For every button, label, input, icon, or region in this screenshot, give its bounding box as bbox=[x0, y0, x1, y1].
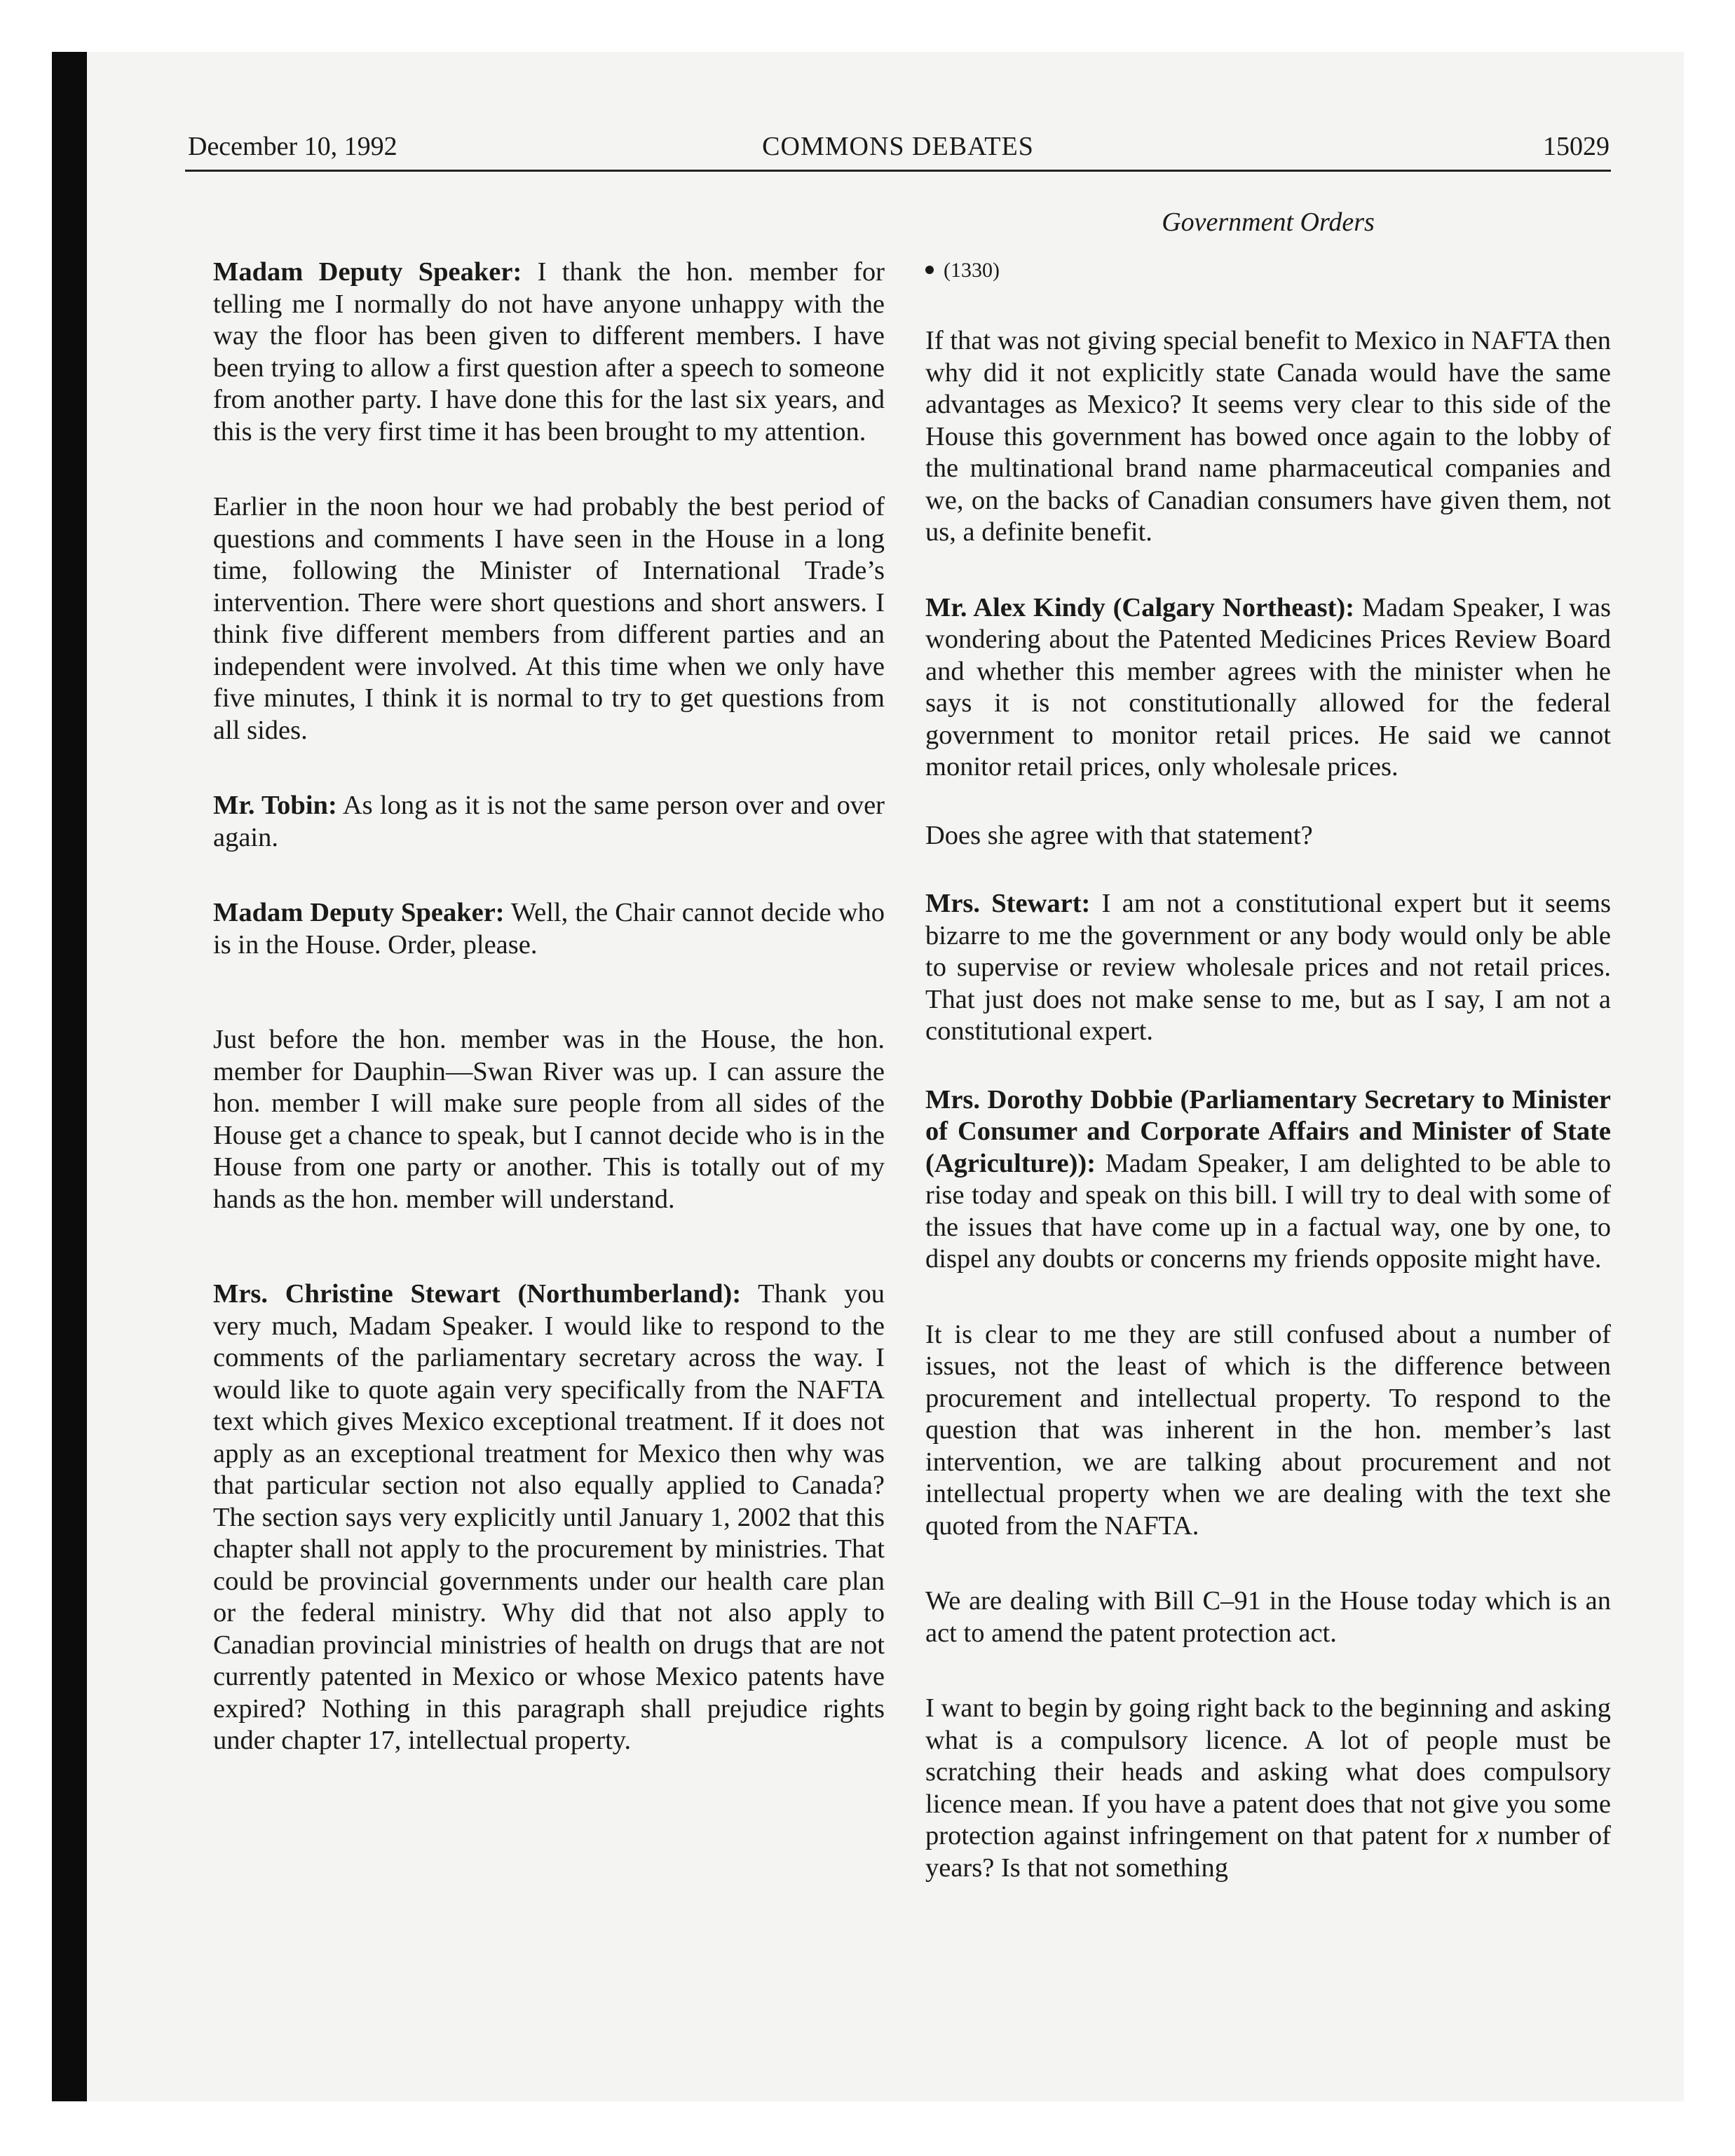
speaker-name: Mr. Tobin: bbox=[213, 791, 337, 820]
paragraph-text: Thank you very much, Madam Speaker. I would like to respond to the comments of the parliamentary secretary across the way. I would like to quote again very specifically from the NAFTA text which gives Mexico exceptional treatment. If it does not apply as an exceptional treatment for Mexico then why was that particular section not also equally applied to Canada? The section says very explicitly until January 1, 2002 that this chapter shall not apply to the procurement by ministries. That could be provincial governments under our health care plan or the federal ministry. Why did that not also apply to Canadian provincial ministries of health on drugs that are not currently patented in Mexico or whose Mexico patents have expired? Nothing in this paragraph shall prejudice rights under chapter 17, intellectual property. bbox=[213, 1279, 885, 1755]
paragraph-text: Earlier in the noon hour we had probably the best period of questions and comments I have seen in the House in a long time, following the Minister of International Trade’s intervention. There were short questions and short answers. I think five different members from different parties and an independent were involved. At this time when we only have five minutes, I think it is normal to try to get questions from all sides. bbox=[213, 492, 885, 745]
paragraph-text: I am not a constitutional expert but it seems bizarre to me the government or any body would only be able to supervise or review wholesale prices and not retail prices. That just does not make sense to me, but as I say, I am not a constitutional expert. bbox=[925, 889, 1611, 1046]
paragraph bbox=[213, 257, 885, 448]
paragraph bbox=[925, 1319, 1611, 1543]
paragraph bbox=[925, 888, 1611, 1048]
paragraph bbox=[213, 1278, 885, 1757]
time-marker-text: (1330) bbox=[944, 259, 1000, 282]
bullet-icon bbox=[925, 266, 934, 274]
paragraph-text: Madam Speaker, I am delighted to be able to rise today and speak on this bill. I will try to deal with some of the issues that have come up in a factual way, one by one, to dispel any doubts or concerns my friends opposite might have. bbox=[925, 1148, 1611, 1274]
paragraph bbox=[213, 491, 885, 746]
header-page-number: 15029 bbox=[1543, 132, 1610, 161]
paragraph-text: We are dealing with Bill C–91 in the House today which is an act to amend the patent protection act. bbox=[925, 1586, 1611, 1648]
paragraph-text: Well, the Chair cannot decide who is in the House. Order, please. bbox=[213, 898, 885, 960]
header-title: COMMONS DEBATES bbox=[762, 132, 1034, 161]
time-marker bbox=[925, 257, 1611, 285]
paragraph-text: Does she agree with that statement? bbox=[925, 820, 1313, 850]
right-column bbox=[925, 257, 1611, 1920]
paragraph-text: It is clear to me they are still confused about a number of issues, not the least of which is the difference between procurement and intellectual property. To respond to the question that was inherent in the hon. member’s last intervention, we are talking about procurement and not intellectual property when we are dealing with the text she quoted from the NAFTA. bbox=[925, 1319, 1611, 1541]
paragraph bbox=[925, 325, 1611, 549]
paragraph bbox=[925, 592, 1611, 784]
paragraph-text: I thank the hon. member for telling me I normally do not have anyone unhappy with the way the floor has been given to different members. I have been trying to allow a first question after a speech to someone from another party. I have done this for the last six years, and this is the very first time it has been brought to my attention. bbox=[213, 257, 885, 446]
paragraph bbox=[925, 1693, 1611, 1884]
paragraph bbox=[925, 1084, 1611, 1276]
paragraph-text: number of years? Is that not something bbox=[925, 1821, 1611, 1883]
header-rule bbox=[185, 170, 1611, 172]
paragraph-text: If that was not giving special benefit to Mexico in NAFTA then why did it not explicitly state Canada would have the same advantages as Mexico? It seems very clear to this side of the House this government has bowed once again to the lobby of the multinational brand name pharmaceutical companies and we, on the backs of Canadian consumers have given them, not us, a definite benefit. bbox=[925, 326, 1611, 547]
paragraph bbox=[213, 897, 885, 961]
paragraph-text: I want to begin by going right back to the beginning and asking what is a compulsory licence. A lot of people must be scratching their heads and asking what does compulsory licence mean. If you have a patent does that not give you some protection against infringement on that patent for bbox=[925, 1693, 1611, 1850]
left-column bbox=[213, 257, 885, 1794]
running-header bbox=[185, 125, 1611, 168]
scan-edge-shadow bbox=[52, 52, 87, 2101]
paragraph bbox=[925, 820, 1611, 852]
paragraph bbox=[213, 790, 885, 854]
paragraph bbox=[925, 1585, 1611, 1649]
speaker-name: Madam Deputy Speaker: bbox=[213, 898, 505, 927]
paragraph-text: Just before the hon. member was in the House, the hon. member for Dauphin—Swan River was up. I can assure the hon. member I will make sure people from all sides of the House get a chance to speak, but I cannot decide who is in the House from one party or another. This is totally out of my hands as the hon. member will understand. bbox=[213, 1025, 885, 1214]
header-date: December 10, 1992 bbox=[188, 132, 397, 161]
section-heading: Government Orders bbox=[1162, 207, 1375, 237]
speaker-name: Mr. Alex Kindy (Calgary Northeast): bbox=[925, 592, 1355, 622]
speaker-name: Madam Deputy Speaker: bbox=[213, 257, 522, 287]
paragraph-text: As long as it is not the same person over and over again. bbox=[213, 791, 885, 852]
paragraph bbox=[213, 1024, 885, 1215]
paragraph-text: Madam Speaker, I was wondering about the Patented Medicines Prices Review Board and whether this member agrees with the minister when he says it is not constitutionally allowed for the federal government to monitor retail prices. He said we cannot monitor retail prices, only wholesale prices. bbox=[925, 592, 1611, 782]
speaker-name: Mrs. Stewart: bbox=[925, 889, 1091, 918]
italic-variable: x bbox=[1476, 1821, 1489, 1850]
speaker-name: Mrs. Dorothy Dobbie (Parliamentary Secretary to Minister of Consumer and Corporate Affairs and Minister of State (Agriculture)): bbox=[925, 1084, 1611, 1178]
speaker-name: Mrs. Christine Stewart (Northumberland): bbox=[213, 1279, 742, 1309]
